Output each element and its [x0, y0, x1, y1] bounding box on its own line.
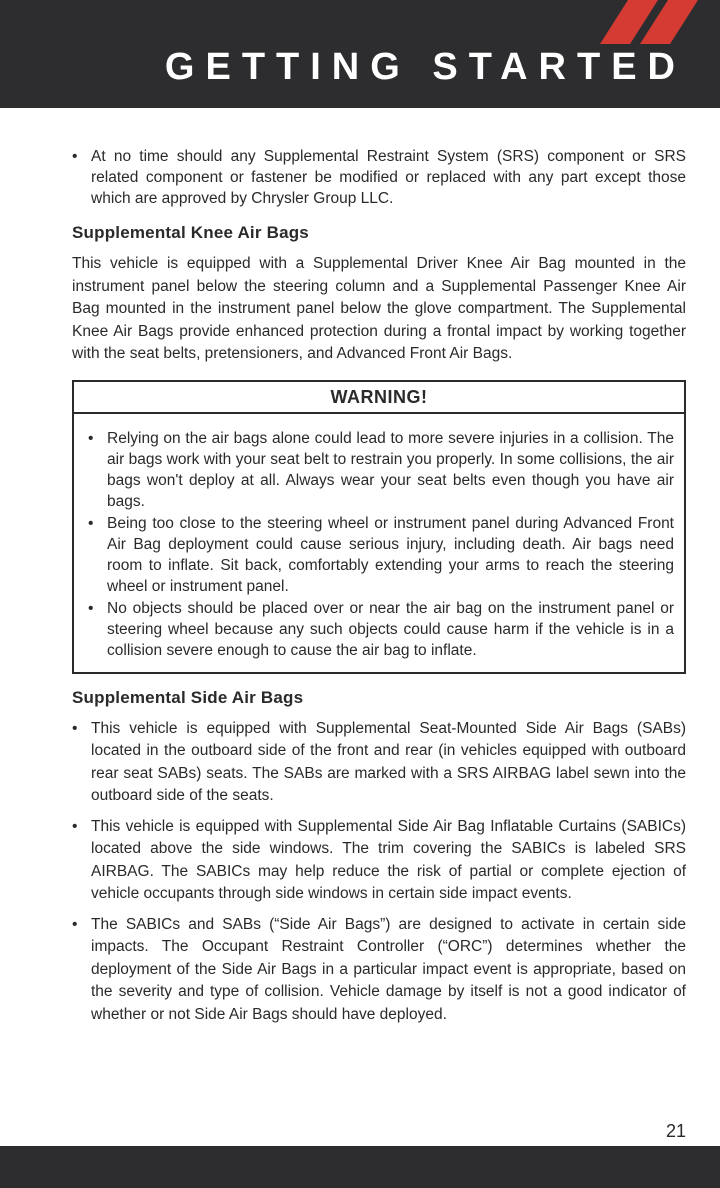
warning-item: • No objects should be placed over or near the air bag on the instrument panel or steering wheel because any such objects could cause harm if the vehicle is in a collision severe enough to cause the air bag to inflate. [88, 598, 674, 661]
warning-item: • Relying on the air bags alone could lead to more severe injuries in a collision. The air bags work with your seat belt to restrain you properly. In some collisions, the air bags won't deploy at all. Always wear your seat belts even though you have air bags. [88, 428, 674, 512]
brand-stripes-icon [560, 0, 720, 44]
footer-bar [0, 1146, 720, 1188]
knee-airbags-heading: Supplemental Knee Air Bags [72, 223, 309, 242]
page-header [0, 0, 720, 108]
page-number: 21 [665, 1121, 686, 1141]
list-item: • This vehicle is equipped with Supplemental Seat-Mounted Side Air Bags (SABs) located in the outboard side of the front and rear (in vehicles equipped with outboard rear seat SABs) seats. The SABs are marked with a SRS AIRBAG label sewn into the outboard side of the seats. [72, 718, 686, 808]
warning-title: WARNING! [74, 382, 684, 414]
warning-box [72, 380, 686, 674]
list-item: • The SABICs and SABs (“Side Air Bags”) are designed to activate in certain side impacts. The Occupant Restraint Controller (“ORC”) determines whether the deployment of the Side Air Bags in a particular impact event is appropriate, based on the severity and type of collision. Vehicle damage by itself is not a good indicator of whether or not Side Air Bags should have deployed. [72, 914, 686, 1027]
intro-bullet: • At no time should any Supplemental Restraint System (SRS) component or SRS related component or fastener be modified or replaced with any part except those which are approved by Chrysler Group LLC. [72, 146, 686, 209]
side-airbags-list [72, 718, 686, 1027]
list-item: • This vehicle is equipped with Supplemental Side Air Bag Inflatable Curtains (SABICs) located above the side windows. The trim covering the SABICs is labeled SRS AIRBAG. The SABICs may help reduce the risk of partial or complete ejection of vehicle occupants through side windows in certain side impact events. [72, 816, 686, 906]
knee-airbags-paragraph: This vehicle is equipped with a Supplemental Driver Knee Air Bag mounted in the instrument panel below the steering column and a Supplemental Passenger Knee Air Bag mounted in the instrument panel below the glove compartment. The Supplemental Knee Air Bags provide enhanced protection during a frontal impact by working together with the seat belts, pretensioners, and Advanced Front Air Bags. [72, 255, 686, 362]
warning-item: • Being too close to the steering wheel or instrument panel during Advanced Front Air Bag deployment could cause serious injury, including death. Air bags need room to inflate. Sit back, comfortably extending your arms to reach the steering wheel or instrument panel. [88, 513, 674, 597]
section-title: GETTING STARTED [164, 46, 686, 88]
page-content [72, 146, 686, 1034]
warning-list [74, 414, 684, 672]
side-airbags-heading: Supplemental Side Air Bags [72, 687, 304, 707]
